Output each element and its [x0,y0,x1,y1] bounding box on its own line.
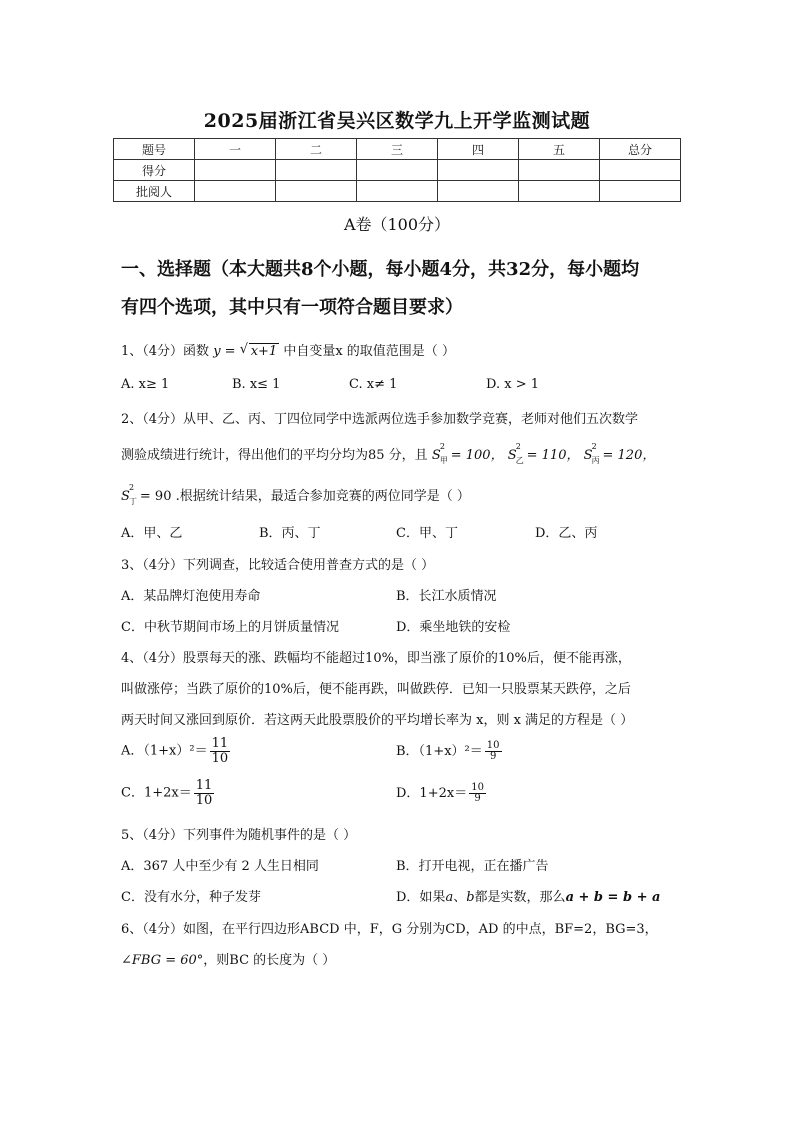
table-cell-empty[interactable] [357,160,438,181]
sqrt-symbol: √ x+1 [239,342,278,359]
q4-line3: 两天时间又涨回到原价．若这两天此股票股价的平均增长率为 x，则 x 满足的方程是（ ） [121,713,634,728]
fraction: $\frac{11}{10}$ [195,778,213,808]
q3-option-c[interactable]: C．中秋节期间市场上的月饼质量情况 [121,620,339,635]
variance-jia: S 2 甲 [431,442,448,465]
q6-line2: ∠FBG = 60°，则BC 的长度为（ ） [121,953,336,968]
q2-option-c[interactable]: C．甲、丁 [396,526,458,541]
variance-bing: S 2 丙 [583,442,600,465]
score-table [113,138,681,202]
table-cell-empty[interactable] [600,181,681,202]
table-cell-empty[interactable] [438,160,519,181]
q4-line1: 4、（4分）股票每天的涨、跌幅均不能超过10%，即当涨了原价的10%后，便不能再涨， [121,651,631,666]
part1-heading-line1: 一、选择题（本大题共8个小题，每小题4分，共32分，每小题均 [121,259,640,280]
fraction: $\frac{10}{9}$ [486,739,500,762]
score-table-row [114,181,681,202]
q2-line2: 测验成绩进行统计，得出他们的平均分均为85 分，且 S 2 甲 = 100， S 2 乙 = 110， S 2 丙 = 120， [121,442,656,465]
table-cell: 一 [195,139,276,160]
table-cell-empty[interactable] [600,160,681,181]
q4-line2: 叫做涨停；当跌了原价的10%后，便不能再跌，叫做跌停．已知一只股票某天跌停，之后 [121,682,631,697]
q3-option-a[interactable]: A．某品牌灯泡使用寿命 [121,589,261,604]
q1-expr [213,344,283,359]
q1-option-d[interactable]: D. x > 1 [486,377,539,392]
q1-option-a[interactable]: A. x≥ 1 [121,377,170,392]
q3-option-d[interactable]: D．乘坐地铁的安检 [396,620,511,635]
q2-line2-prefix: 测验成绩进行统计，得出他们的平均分均为85 分，且 [121,448,428,463]
table-cell-empty[interactable] [195,160,276,181]
q1-suffix: 中自变量x 的取值范围是（ ） [283,344,455,359]
q1-prefix: 1、（4分）函数 [121,344,210,359]
q2-line3: S 2 丁 = 90 .根据统计结果，最适合参加竞赛的两位同学是（ ） [121,483,470,506]
variance-ding: S 2 丁 [121,483,137,506]
q1-option-b[interactable]: B. x≤ 1 [232,377,281,392]
q5-option-d[interactable]: D．如果a、b都是实数，那么a + b = b + a [396,890,661,905]
q3-stem: 3、（4分）下列调查，比较适合使用普查方式的是（ ） [121,558,435,573]
q4-option-b[interactable]: B．（1+x）²＝ $\frac{10}{9}$ [396,739,500,762]
table-cell: 得分 [114,160,195,181]
score-table-row [114,160,681,181]
q5-option-c[interactable]: C．没有水分，种子发芽 [121,890,261,905]
q2-line1: 2、（4分）从甲、乙、丙、丁四位同学中选派两位选手参加数学竞赛，老师对他们五次数学 [121,412,639,427]
table-cell-empty[interactable] [438,181,519,202]
table-cell: 总分 [600,139,681,160]
q4-option-a[interactable]: A．（1+x）²＝ $\frac{11}{10}$ [121,736,229,766]
table-cell: 批阅人 [114,181,195,202]
q5-stem: 5、（4分）下列事件为随机事件的是（ ） [121,828,357,843]
table-cell-empty[interactable] [276,181,357,202]
q2-option-a[interactable]: A．甲、乙 [121,526,183,541]
section-a-title: A卷（100分） [343,215,451,234]
page-title: 2025届浙江省吴兴区数学九上开学监测试题 [203,110,591,132]
variance-yi: S 2 乙 [507,442,524,465]
table-cell: 题号 [114,139,195,160]
q2-option-d[interactable]: D．乙、丙 [535,526,598,541]
q1-stem [121,340,455,359]
table-cell: 三 [357,139,438,160]
table-cell-empty[interactable] [519,181,600,202]
part1-heading-line2: 有四个选项，其中只有一项符合题目要求） [121,297,463,318]
score-table-header-row [114,139,681,160]
q2-option-b[interactable]: B．丙、丁 [259,526,321,541]
fraction: $\frac{11}{10}$ [211,736,229,766]
table-cell-empty[interactable] [519,160,600,181]
q4-option-c[interactable]: C．1+2x＝ $\frac{11}{10}$ [121,778,213,808]
table-cell: 二 [276,139,357,160]
table-cell-empty[interactable] [276,160,357,181]
table-cell-empty[interactable] [357,181,438,202]
q1-expr-lhs: y = [213,344,240,359]
table-cell-empty[interactable] [195,181,276,202]
fraction: $\frac{10}{9}$ [471,781,484,804]
q4-option-d[interactable]: D．1+2x＝ $\frac{10}{9}$ [396,781,484,804]
q1-radicand: x+1 [250,344,278,359]
q5-option-b[interactable]: B．打开电视，正在播广告 [396,859,549,874]
table-cell: 五 [519,139,600,160]
q1-option-c[interactable]: C. x≠ 1 [349,377,398,392]
q6-line1: 6、（4分）如图，在平行四边形ABCD 中，F，G 分别为CD，AD 的中点，BF=2，BG=3， [121,922,658,937]
q5-option-a[interactable]: A．367 人中至少有 2 人生日相同 [121,859,319,874]
q3-option-b[interactable]: B．长江水质情况 [396,589,497,604]
table-cell: 四 [438,139,519,160]
